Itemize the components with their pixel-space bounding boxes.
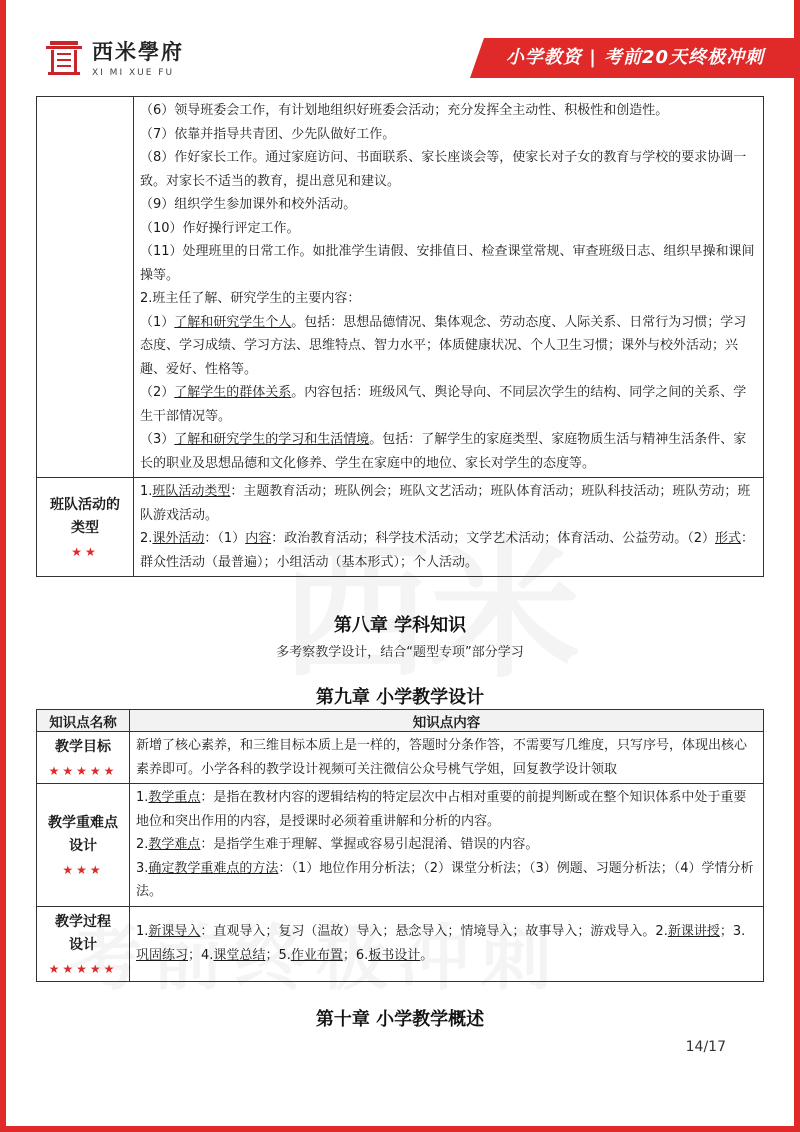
table-row — [37, 478, 764, 577]
page-frame-left — [0, 0, 6, 1132]
key-points-content: 1.教学重点：是指在教材内容的逻辑结构的特定层次中占相对重要的前提判断或在整个知识体系中处于重要地位和突出作用的内容，是授课时必须着重讲解和分析的内容。 2.教学难点：是指学生难于理解、掌握或容易引起混淆、错误的内容。 3.确定教学重难点的方法：（1）地位作用分析法；（2）课堂分析法；（3）例题、习题分析法；（4）学情分析法。 — [130, 784, 764, 907]
duties-content — [134, 97, 764, 478]
key-points-label: 教学重难点 设计 ★★★ — [37, 784, 130, 907]
goal-label: 教学目标 ★★★★★ — [37, 732, 130, 784]
chapter-9-title: 第九章 小学教学设计 — [315, 687, 485, 708]
duty-item: （10）作好操行评定工作。 — [140, 220, 300, 236]
col-header-name: 知识点名称 — [37, 710, 130, 732]
table-row — [37, 906, 764, 981]
page-number: 14/17 — [685, 1039, 726, 1055]
study-item-2: （2）了解学生的群体关系。内容包括：班级风气、舆论导向、不同层次学生的结构、同学之间的关系、学生干部情况等。 — [140, 385, 747, 424]
logo — [44, 36, 184, 78]
banner-title: 小学教资 | 考前20天终极冲刺 — [505, 47, 765, 68]
chapter-8-title: 第八章 学科知识 — [333, 615, 467, 636]
class-teacher-table — [36, 96, 764, 577]
table-header-row — [37, 710, 764, 732]
importance-stars: ★★★ — [62, 862, 104, 877]
chapter-8-note: 多考察教学设计，结合“题型专项”部分学习 — [276, 645, 524, 660]
table-row — [37, 732, 764, 784]
activity-types: 1.班队活动类型：主题教育活动；班队例会；班队文艺活动；班队体育活动；班队科技活动；班队劳动；班队游戏活动。 — [140, 484, 751, 523]
importance-stars: ★★★★★ — [48, 764, 118, 778]
logo-emblem-icon — [44, 37, 84, 77]
header-banner — [470, 38, 800, 78]
class-activity-content — [134, 478, 764, 577]
col-header-content: 知识点内容 — [130, 710, 764, 732]
importance-stars: ★★ — [71, 545, 99, 559]
process-content: 1.新课导入：直观导入；复习（温故）导入；悬念导入；情境导入；故事导入；游戏导入。2.新课讲授；3.巩固练习；4.课堂总结；5.作业布置；6.板书设计。 — [130, 906, 764, 981]
page-frame-right — [794, 0, 800, 1132]
row-label-empty — [37, 97, 134, 478]
duty-item: （6）领导班委会工作，有计划地组织好班委会活动；充分发挥全主动性、积极性和创造性。 — [140, 103, 669, 118]
class-activity-label: 班队活动的 类型 ★★ — [37, 478, 134, 577]
teaching-design-table — [36, 709, 764, 982]
logo-subtitle: XI MI XUE FU — [92, 68, 175, 78]
goal-content: 新增了核心素养，和三维目标本质上是一样的，答题时分条作答，不需要写几维度，只写序号，体现出核心素养即可。小学各科的教学设计视频可关注微信公众号桃气学姐，回复教学设计领取 — [130, 732, 764, 784]
study-heading: 2.班主任了解、研究学生的主要内容： — [140, 291, 361, 306]
process-label: 教学过程 设计 ★★★★★ — [37, 906, 130, 981]
page-header — [0, 0, 800, 92]
duty-item: （8）作好家长工作。通过家庭访问、书面联系、家长座谈会等，使家长对子女的教育与学校的要求协调一致。对家长不适当的教育，提出意见和建议。 — [140, 150, 747, 189]
page-frame-bottom — [0, 1126, 800, 1132]
importance-stars: ★★★★★ — [48, 961, 118, 976]
chapter-10-title: 第十章 小学教学概述 — [315, 1009, 485, 1030]
table-row — [37, 784, 764, 907]
duty-item: （11）处理班里的日常工作。如批准学生请假、安排值日、检查课堂常规、审查班级日志、组织早操和课间操等。 — [140, 244, 755, 283]
extracurricular: 2.课外活动：（1）内容：政治教育活动；科学技术活动；文学艺术活动；体育活动、公益劳动。（2）形式：群众性活动（最普遍）；小组活动（基本形式）；个人活动。 — [140, 531, 755, 570]
table-row — [37, 97, 764, 478]
duty-item: （9）组织学生参加课外和校外活动。 — [140, 197, 357, 212]
study-item-3: （3）了解和研究学生的学习和生活情境。包括：了解学生的家庭类型、家庭物质生活与精神生活条件、家长的职业及思想品德和文化修养、学生在家庭中的地位、家长对学生的态度等。 — [140, 432, 747, 471]
study-item-1: （1）了解和研究学生个人。包括：思想品德情况、集体观念、劳动态度、人际关系、日常行为习惯；学习态度、学习成绩、学习方法、思维特点、智力水平；体质健康状况、个人卫生习惯；课外与校外活动；兴趣、爱好、性格等。 — [140, 314, 747, 377]
logo-name: 西米學府 — [92, 39, 184, 64]
duty-item: （7）依靠并指导共青团、少先队做好工作。 — [140, 126, 396, 142]
